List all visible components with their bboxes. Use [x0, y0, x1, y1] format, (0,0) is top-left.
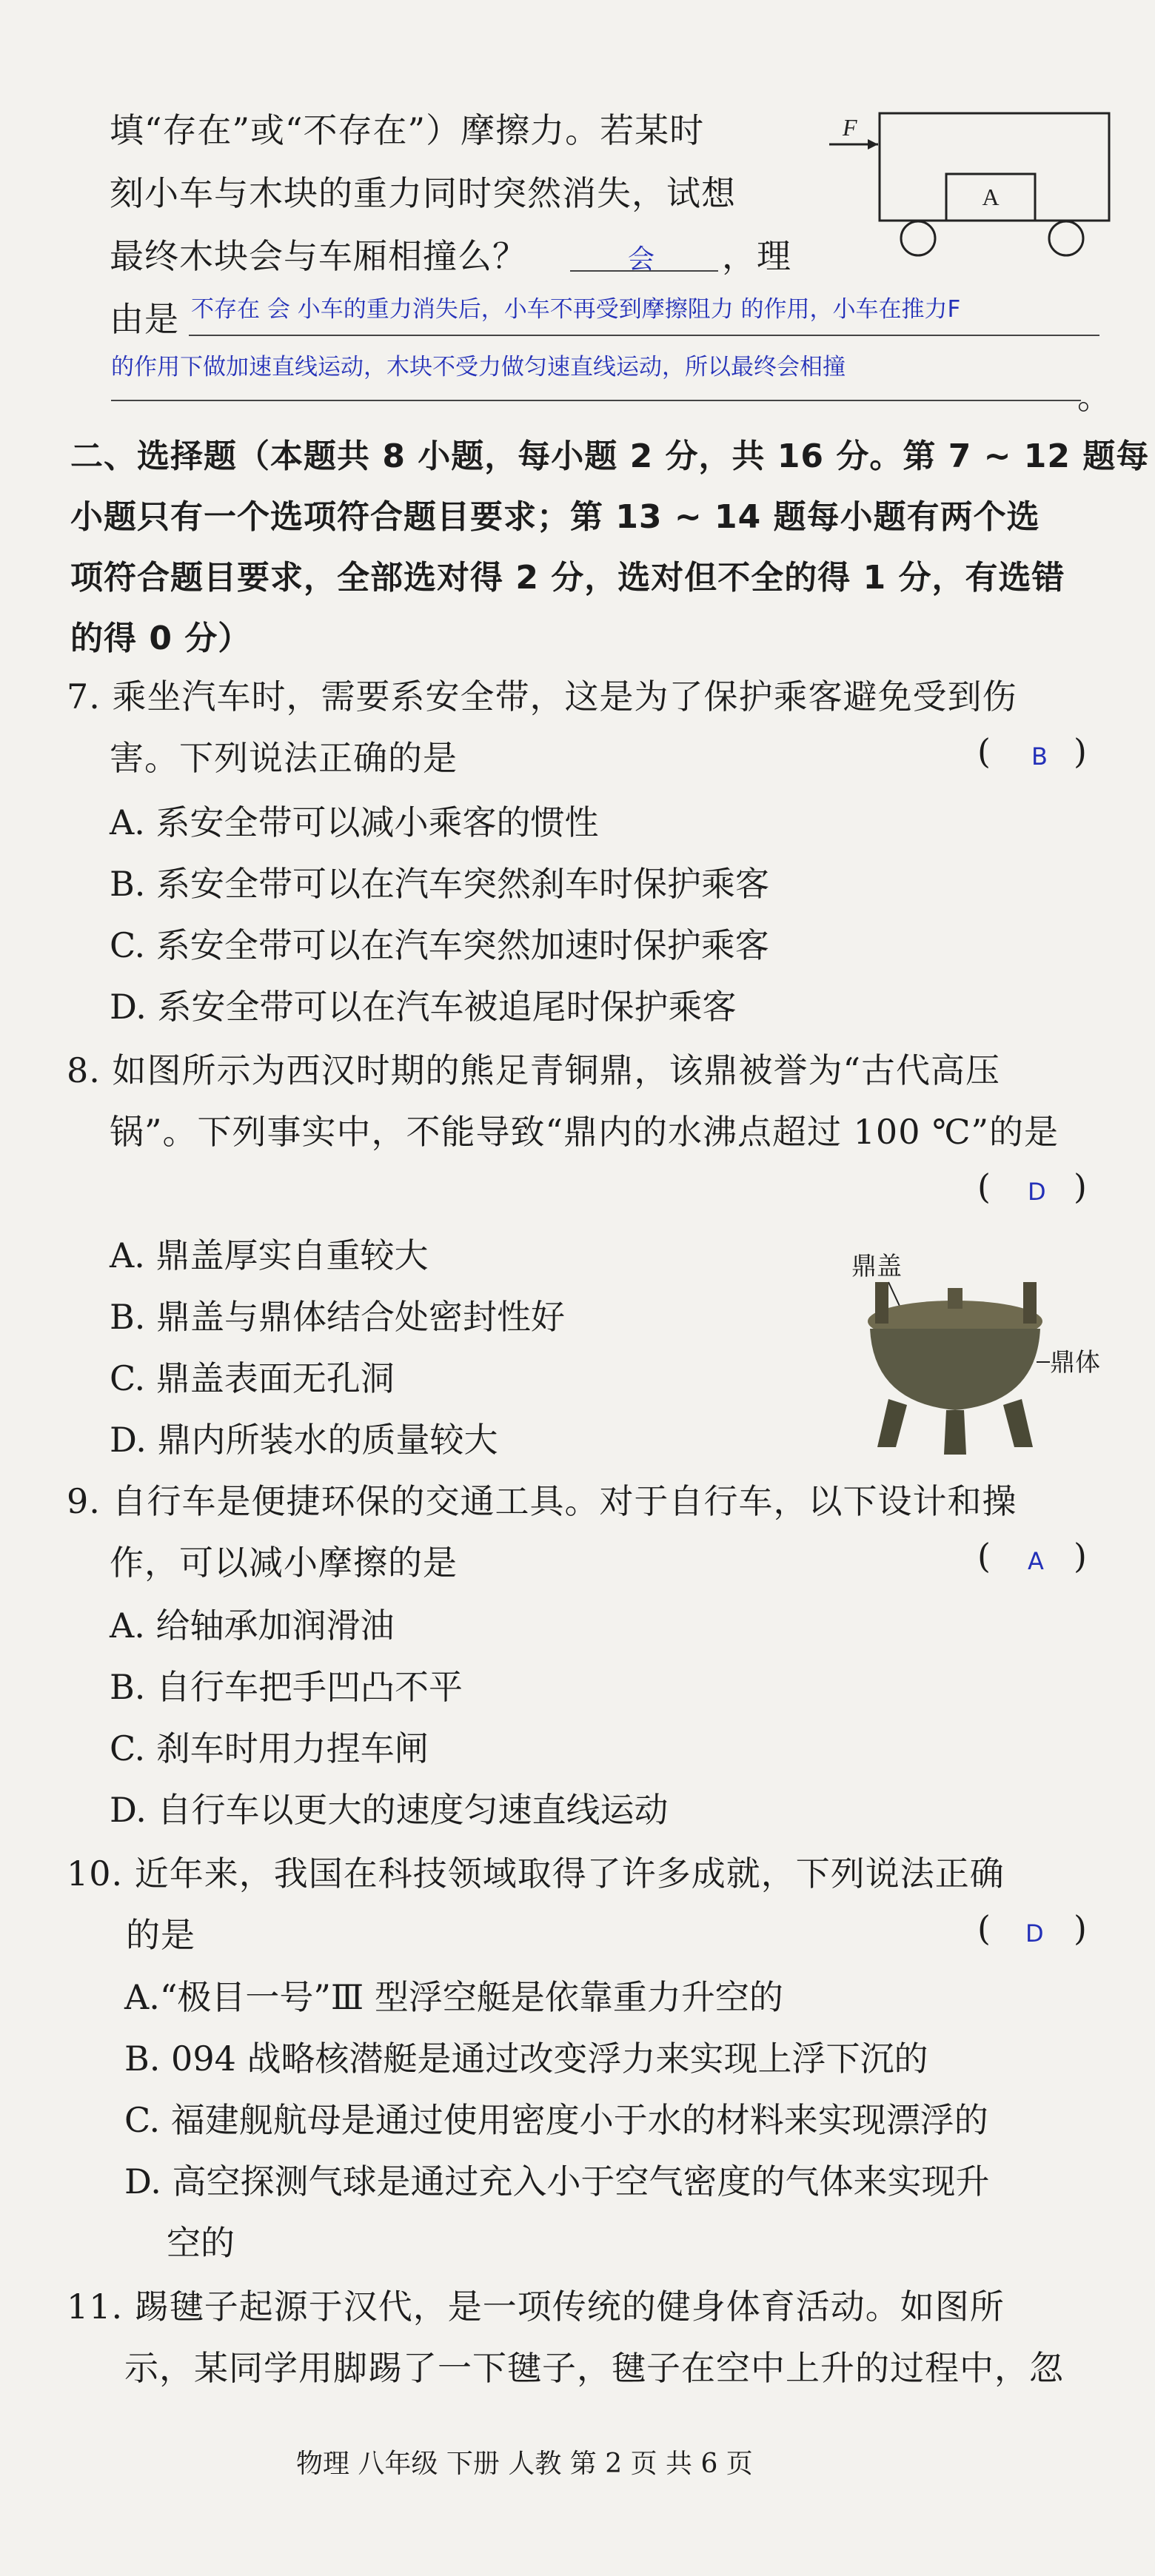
ding-leg-middle [944, 1410, 966, 1455]
q7-answer-paren-close: ) [1074, 731, 1087, 771]
q8-stem-line2: 锅”。下列事实中，不能导致“鼎内的水沸点超过 100 ℃”的是 [110, 1112, 1059, 1152]
section2-line1: 二、选择题（本题共 8 小题，每小题 2 分，共 16 分。第 7 ~ 12 题每 [70, 437, 1150, 475]
q8-option-b: B. 鼎盖与鼎体结合处密封性好 [110, 1297, 566, 1337]
q7-answer-paren-open: ( [977, 731, 991, 771]
q6-line4-prefix: 由是 [110, 299, 179, 339]
ding-knob [948, 1288, 962, 1309]
force-label: F [843, 114, 857, 141]
q6-reason-underline2 [111, 400, 1081, 401]
q7-option-d: D. 系安全带可以在汽车被追尾时保护乘客 [110, 987, 737, 1027]
ding-leg-right [1003, 1399, 1033, 1447]
q6-line3-prefix: 最终木块会与车厢相撞么？ [110, 236, 527, 276]
block-label: A [982, 184, 1000, 210]
section2-line3: 项符合题目要求，全部选对得 2 分，选对但不全的得 1 分，有选错 [70, 559, 1065, 597]
q9-stem-line1: 9. 自行车是便捷环保的交通工具。对于自行车，以下设计和操 [67, 1481, 1017, 1521]
cart-wheel-right [1049, 221, 1083, 255]
q6-reason-line2: 的作用下做加速直线运动，木块不受力做匀速直线运动，所以最终会相撞 [111, 354, 846, 380]
ding-handle-left [875, 1282, 888, 1324]
cart-figure [822, 100, 1118, 266]
q9-answer-paren-close: ) [1074, 1536, 1087, 1576]
q9-answer-paren-open: ( [977, 1536, 991, 1576]
q9-answer: A [1028, 1547, 1044, 1575]
q9-stem-line2: 作，可以减小摩擦的是 [110, 1543, 458, 1583]
q10-answer: D [1025, 1919, 1044, 1948]
ding-handle-right [1023, 1282, 1037, 1324]
q8-stem-line1: 8. 如图所示为西汉时期的熊足青铜鼎，该鼎被誉为“古代高压 [67, 1050, 1001, 1090]
ding-lid-label: 鼎盖 [851, 1252, 902, 1281]
q6-line3-suffix: ，理 [722, 236, 791, 276]
q7-stem-line2: 害。下列说法正确的是 [110, 738, 458, 778]
q11-stem-line2: 示，某同学用脚踢了一下毽子，毽子在空中上升的过程中，忽 [124, 2348, 1064, 2388]
section2-line4: 的得 0 分） [70, 620, 252, 657]
q9-option-c: C. 刹车时用力捏车闸 [110, 1728, 429, 1768]
q6-line1: 填“存在”或“不存在”）摩擦力。若某时 [110, 110, 705, 150]
q6-reason-line1: 不存在 会 小车的重力消失后，小车不再受到摩擦阻力 的作用，小车在推力F [191, 296, 961, 323]
ding-body-label: 鼎体 [1050, 1348, 1100, 1378]
q7-option-a: A. 系安全带可以减小乘客的惯性 [110, 802, 599, 842]
q6-period: 。 [1077, 377, 1112, 417]
q10-stem-line1: 10. 近年来，我国在科技领域取得了许多成就，下列说法正确 [67, 1854, 1005, 1894]
q10-option-b: B. 094 战略核潜艇是通过改变浮力来实现上浮下沉的 [124, 2039, 928, 2079]
q11-stem-line1: 11. 踢毽子起源于汉代，是一项传统的健身体育活动。如图所 [67, 2287, 1005, 2327]
q7-option-c: C. 系安全带可以在汽车突然加速时保护乘客 [110, 925, 769, 965]
q7-answer: B [1031, 742, 1048, 771]
q9-option-b: B. 自行车把手凹凸不平 [110, 1667, 463, 1707]
q6-answer: 会 [628, 244, 655, 275]
q7-option-b: B. 系安全带可以在汽车突然刹车时保护乘客 [110, 864, 770, 904]
q10-option-c: C. 福建舰航母是通过使用密度小于水的材料来实现漂浮的 [124, 2100, 988, 2140]
q6-line2: 刻小车与木块的重力同时突然消失，试想 [110, 173, 736, 213]
page-footer: 物理 八年级 下册 人教 第 2 页 共 6 页 [296, 2449, 753, 2479]
q10-option-d: D. 高空探测气球是通过充入小于空气密度的气体来实现升 [124, 2161, 990, 2201]
q8-option-d: D. 鼎内所装水的质量较大 [110, 1420, 498, 1460]
ding-figure [814, 1244, 1118, 1466]
q8-option-a: A. 鼎盖厚实自重较大 [110, 1235, 429, 1275]
force-arrow-head [868, 139, 878, 150]
q7-stem-line1: 7. 乘坐汽车时，需要系安全带，这是为了保护乘客避免受到伤 [67, 677, 1017, 717]
section2-line2: 小题只有一个选项符合题目要求；第 13 ~ 14 题每小题有两个选 [70, 498, 1040, 536]
q8-option-c: C. 鼎盖表面无孔洞 [110, 1358, 395, 1398]
q10-option-d-cont: 空的 [167, 2223, 235, 2263]
q10-answer-paren-close: ) [1074, 1908, 1087, 1948]
q8-answer-paren-open: ( [977, 1167, 991, 1207]
q8-answer-paren-close: ) [1074, 1167, 1087, 1207]
q10-stem-line2: 的是 [126, 1915, 195, 1955]
q10-option-a: A.“极目一号”Ⅲ 型浮空艇是依靠重力升空的 [124, 1977, 783, 2017]
ding-leg-left [877, 1399, 907, 1447]
ding-body [870, 1329, 1040, 1410]
q9-option-a: A. 给轴承加润滑油 [110, 1606, 395, 1646]
q9-option-d: D. 自行车以更大的速度匀速直线运动 [110, 1790, 669, 1830]
q6-reason-underline1 [189, 335, 1099, 336]
cart-wheel-left [901, 221, 935, 255]
q8-answer: D [1028, 1178, 1046, 1206]
q10-answer-paren-open: ( [977, 1908, 991, 1948]
